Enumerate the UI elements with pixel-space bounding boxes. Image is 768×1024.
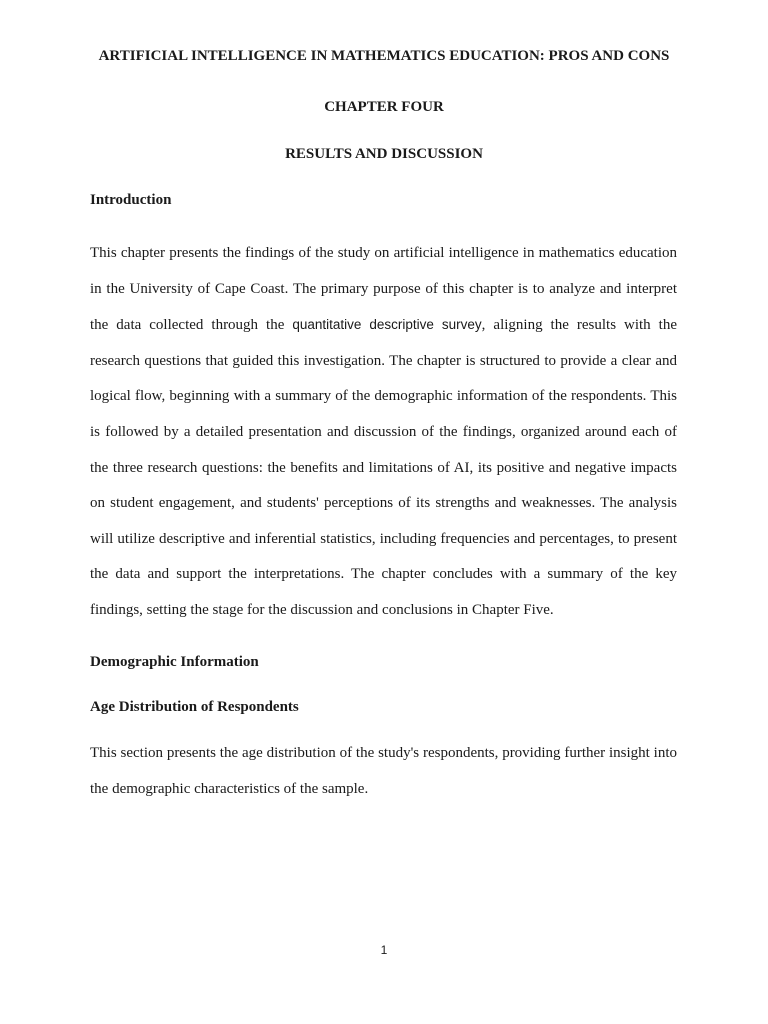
page-number: 1 [380,943,388,957]
chapter-title: RESULTS AND DISCUSSION [285,146,483,162]
introduction-heading: Introduction [90,192,172,208]
age-distribution-heading: Age Distribution of Respondents [90,699,299,715]
document-title: ARTIFICIAL INTELLIGENCE IN MATHEMATICS EDUCATION: PROS AND CONS [98,48,670,64]
introduction-paragraph [90,236,677,629]
method-highlight: quantitative descriptive survey [292,317,482,333]
chapter-number: CHAPTER FOUR [324,99,444,115]
demographic-heading: Demographic Information [90,654,259,670]
introduction-text-start: This chapter presents the findings of the study on artificial intelligence in mathematics education in the University of Cape Coast. The primary purpose of this chapter is to analyze and interpret the data collected through the [90,245,677,334]
age-distribution-paragraph: This section presents the age distribution of the study's respondents, providing further insight into the demographic characteristics of the sample. [90,745,677,797]
introduction-text-end: , aligning the results with the research questions that guided this investigation. The chapter is structured to provide a clear and logical flow, beginning with a summary of the demographic information of the respondents. This is followed by a detailed presentation and discussion of the findings, organized around each of the three research questions: the benefits and limitations of AI, its positive and negative impacts on student engagement, and students' perceptions of its strengths and weaknesses. The analysis will utilize descriptive and inferential statistics, including frequencies and percentages, to present the data and support the interpretations. The chapter concludes with a summary of the key findings, setting the stage for the discussion and conclusions in Chapter Five. [90,317,677,618]
